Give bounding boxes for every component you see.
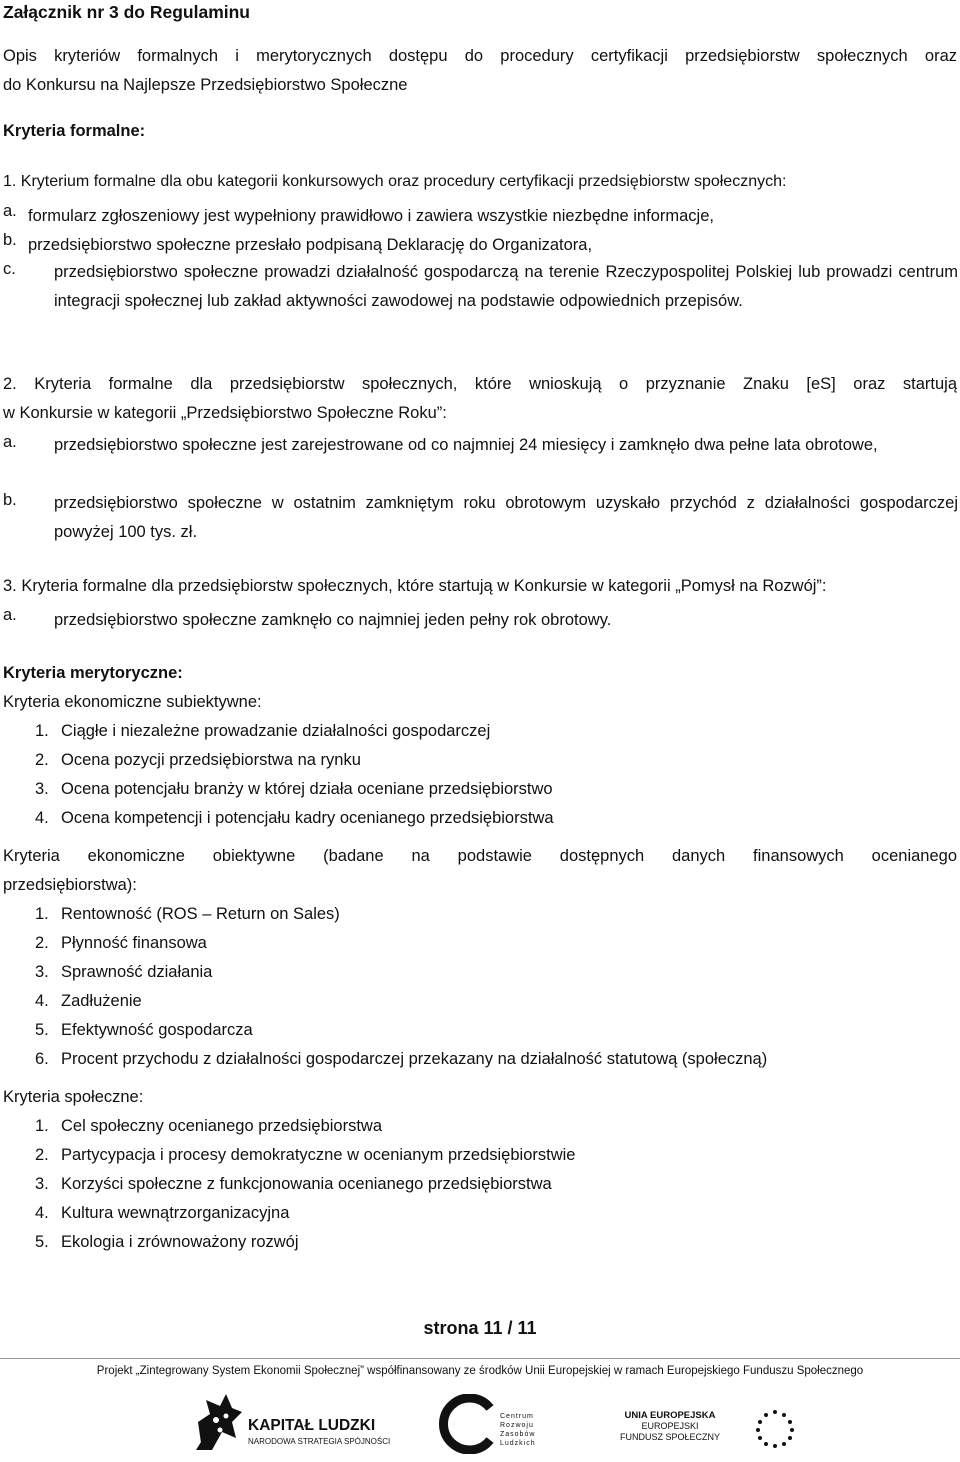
list-label: a.	[3, 606, 17, 624]
list-item	[35, 780, 553, 799]
item-text: Ekologia i zrównoważony rozwój	[61, 1233, 299, 1251]
item-text: Ocena pozycji przedsiębiorstwa na rynku	[61, 751, 361, 769]
merit-heading: Kryteria merytoryczne:	[3, 664, 183, 682]
kapital-ludzki-title: KAPITAŁ LUDZKI	[248, 1417, 376, 1434]
list-item	[35, 992, 142, 1011]
item-text: Ocena potencjału branży w której działa oceniane przedsiębiorstwo	[61, 780, 553, 798]
item-text: Procent przychodu z działalności gospodarczej przekazany na działalność statutową (społeczną)	[61, 1050, 768, 1068]
kapital-ludzki-subtitle: NARODOWA STRATEGIA SPÓJNOŚCI	[248, 1437, 391, 1446]
list-item	[35, 1233, 299, 1252]
item-number: 1.	[35, 905, 49, 923]
list-label: b.	[3, 231, 17, 249]
item-number: 4.	[35, 1204, 49, 1222]
list-label: a.	[3, 202, 17, 220]
list-item	[35, 934, 207, 953]
item-text: Sprawność działania	[61, 963, 213, 981]
crzl-emblem-icon	[438, 1394, 498, 1454]
item-text: Partycypacja i procesy demokratyczne w ocenianym przedsiębiorstwie	[61, 1146, 576, 1164]
crzl-logo	[438, 1394, 548, 1456]
list-item	[35, 809, 554, 828]
list-text: przedsiębiorstwo społeczne w ostatnim zamkniętym roku obrotowym uzyskało przychód z działalności gospodarczej powyżej 100 tys. zł.	[54, 494, 958, 541]
list-text: przedsiębiorstwo społeczne prowadzi działalność gospodarczą na terenie Rzeczypospolitej Polskiej lub prowadzi centrum integracji społecznej lub zakład aktywności zawodowej na podstawie odpowiednich przepisów.	[54, 263, 958, 310]
page-number: strona 11 / 11	[423, 1318, 537, 1338]
list-item	[35, 1117, 382, 1136]
page-title: Załącznik nr 3 do Regulaminu	[3, 2, 250, 22]
item-text: Płynność finansowa	[61, 934, 207, 952]
intro-line-2: do Konkursu na Najlepsze Przedsiębiorstwo Społeczne	[3, 76, 408, 94]
formal-heading: Kryteria formalne:	[3, 122, 146, 140]
kapital-ludzki-logo	[192, 1392, 392, 1454]
list-item	[35, 722, 490, 741]
item-text: Ciągłe i niezależne prowadzanie działalności gospodarczej	[61, 722, 491, 740]
list-text: przedsiębiorstwo społeczne przesłało podpisaną Deklarację do Organizatora,	[28, 236, 593, 254]
list-item	[35, 905, 340, 924]
objective-heading-line-2: przedsiębiorstwa):	[3, 876, 137, 894]
item-number: 1.	[35, 722, 49, 740]
social-heading: Kryteria społeczne:	[3, 1088, 144, 1106]
list-item	[35, 1050, 767, 1069]
eu-stars-flag-icon	[745, 1406, 805, 1450]
subjective-heading: Kryteria ekonomiczne subiektywne:	[3, 693, 262, 711]
crzl-name: Centrum Rozwoju Zasobów Ludzkich	[500, 1413, 536, 1447]
item-text: Korzyści społeczne z funkcjonowania ocenianego przedsiębiorstwa	[61, 1175, 552, 1193]
item-number: 5.	[35, 1021, 49, 1039]
item-number: 3.	[35, 780, 49, 798]
item-number: 5.	[35, 1233, 49, 1251]
item-text: Rentowność (ROS – Return on Sales)	[61, 905, 340, 923]
logos-strip	[0, 1392, 960, 1462]
item-text: Ocena kompetencji i potencjału kadry ocenianego przedsiębiorstwa	[61, 809, 554, 827]
formal-criterion-1: 1. Kryterium formalne dla obu kategorii konkursowych oraz procedury certyfikacji przedsiębiorstw społecznych:	[3, 173, 787, 190]
project-note: Projekt „Zintegrowany System Ekonomii Społecznej” współfinansowany ze środków Unii Europejskiej w ramach Europejskiego Funduszu Społecznego	[96, 1365, 864, 1377]
item-number: 1.	[35, 1117, 49, 1135]
item-number: 4.	[35, 809, 49, 827]
item-number: 2.	[35, 751, 49, 769]
objective-heading-line-1: Kryteria ekonomiczne obiektywne (badane na podstawie dostępnych danych finansowych ocenianego	[3, 847, 957, 865]
list-label: c.	[3, 260, 16, 278]
formal-criterion-3: 3. Kryteria formalne dla przedsiębiorstw społecznych, które startują w Konkursie w kategorii „Pomysł na Rozwój”:	[3, 577, 827, 595]
item-number: 3.	[35, 963, 49, 981]
list-label: b.	[3, 491, 17, 509]
item-number: 2.	[35, 1146, 49, 1164]
list-text: przedsiębiorstwo społeczne zamknęło co najmniej jeden pełny rok obrotowy.	[54, 611, 612, 629]
item-number: 3.	[35, 1175, 49, 1193]
list-item	[35, 963, 212, 982]
item-number: 4.	[35, 992, 49, 1010]
intro-line-1: Opis kryteriów formalnych i merytorycznych dostępu do procedury certyfikacji przedsiębiorstw społecznych oraz	[3, 47, 957, 65]
list-item	[35, 1175, 552, 1194]
footer-divider	[0, 1358, 960, 1359]
list-label: a.	[3, 433, 17, 451]
formal-criterion-2-line-1: 2. Kryteria formalne dla przedsiębiorstw społecznych, które wnioskują o przyznanie Znaku [eS] oraz startują	[3, 375, 957, 393]
list-item	[35, 1021, 253, 1040]
eu-logo	[600, 1410, 740, 1450]
list-text: przedsiębiorstwo społeczne jest zarejestrowane od co najmniej 24 miesięcy i zamknęło dwa pełne lata obrotowe,	[54, 436, 878, 454]
item-text: Efektywność gospodarcza	[61, 1021, 253, 1039]
item-text: Kultura wewnątrzorganizacyjna	[61, 1204, 290, 1222]
list-item	[35, 1146, 575, 1165]
list-text: formularz zgłoszeniowy jest wypełniony prawidłowo i zawiera wszystkie niezbędne informacje,	[28, 207, 714, 225]
list-item	[35, 1204, 289, 1223]
item-text: Cel społeczny ocenianego przedsiębiorstwa	[61, 1117, 383, 1135]
kapital-ludzki-emblem-icon	[192, 1392, 244, 1454]
eu-line-1: UNIA EUROPEJSKA	[624, 1410, 716, 1421]
item-number: 2.	[35, 934, 49, 952]
eu-line-2: EUROPEJSKI	[641, 1421, 699, 1431]
eu-line-3: FUNDUSZ SPOŁECZNY	[619, 1432, 720, 1442]
list-item	[35, 751, 361, 770]
item-text: Zadłużenie	[61, 992, 142, 1010]
formal-criterion-2-line-2: w Konkursie w kategorii „Przedsiębiorstwo Społeczne Roku”:	[3, 404, 447, 422]
item-number: 6.	[35, 1050, 49, 1068]
